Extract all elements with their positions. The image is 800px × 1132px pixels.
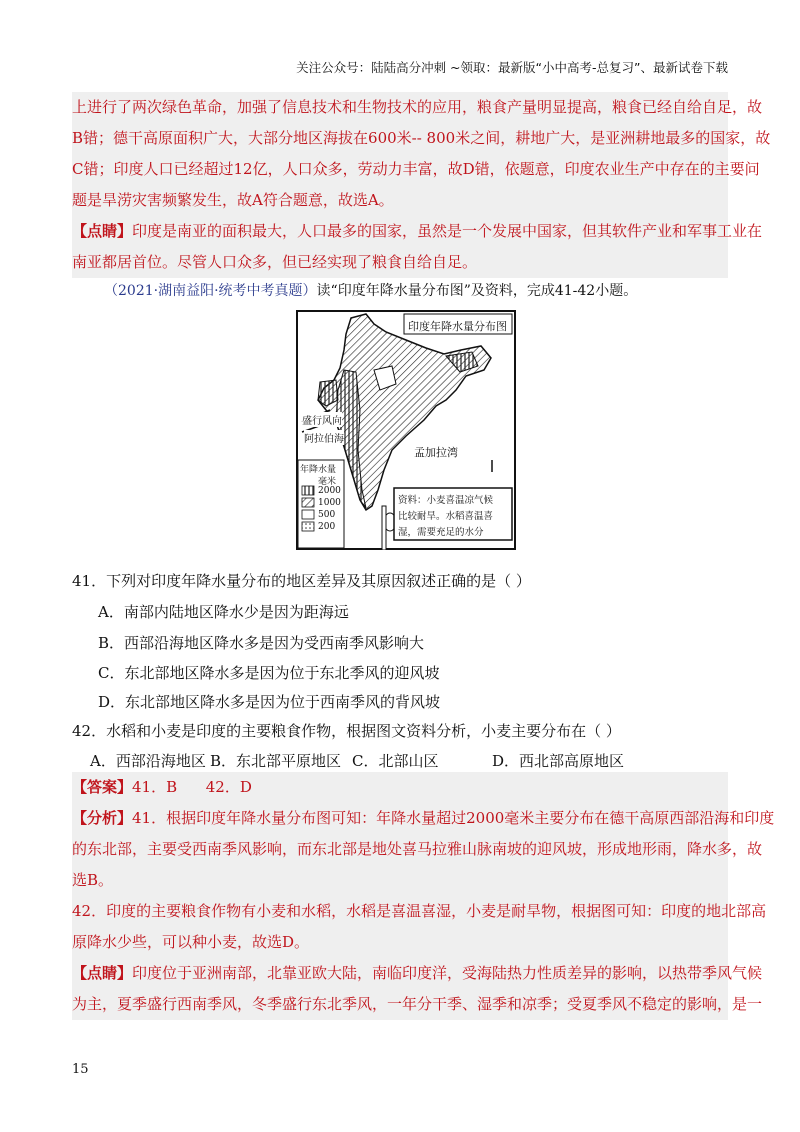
legend-value: 200 <box>318 522 336 532</box>
source-tag: （2021·湖南益阳·统考中考真题） <box>104 283 317 299</box>
text-line: 为主，夏季盛行西南季风，冬季盛行东北季风，一年分干季、湿季和凉季；受夏季风不稳定的影响，是一 <box>72 995 763 1013</box>
q42-option-c: C．北部山区 <box>352 752 439 770</box>
dianjing-text: 印度是南亚的面积最大，人口最多的国家，虽然是一个发展中国家，但其软件产业和军事工业在 <box>132 222 763 240</box>
dianjing-line <box>72 216 763 247</box>
answer-line <box>72 772 728 803</box>
dianjing-text: 印度位于亚洲南部，北靠亚欧大陆，南临印度洋，受海陆热力性质差异的影响，以热带季风气候 <box>132 964 763 982</box>
question-source <box>104 280 637 300</box>
q41-option-c: C．东北部地区降水多是因为位于东北季风的迎风坡 <box>98 664 440 682</box>
question-41-stem: 41．下列对印度年降水量分布的地区差异及其原因叙述正确的是（ ） <box>72 572 531 590</box>
note-line: 资料：小麦喜温凉气候 <box>398 495 494 506</box>
answer-text: 41．B 42．D <box>132 778 252 796</box>
text-line: 原降水少些，可以种小麦，故选D。 <box>72 933 310 951</box>
map-title: 印度年降水量分布图 <box>408 320 507 333</box>
note-line: 湿，需要充足的水分 <box>398 527 484 538</box>
page-header: 关注公众号：陆陆高分冲刺 ~领取：最新版“小中高考-总复习”、最新试卷下载 <box>296 60 728 75</box>
analysis-line <box>72 803 775 834</box>
source-text: 读“印度年降水量分布图”及资料，完成41-42小题。 <box>316 283 638 299</box>
q41-option-d: D．东北部地区降水多是因为位于西南季风的背风坡 <box>98 693 441 711</box>
q41-option-a: A．南部内陆地区降水少是因为距海远 <box>98 603 349 621</box>
dianjing-label: 【点睛】 <box>72 222 133 240</box>
question-42-stem: 42．水稻和小麦是印度的主要粮食作物，根据图文资料分析，小麦主要分布在（ ） <box>72 722 621 740</box>
bay-label: 孟加拉湾 <box>414 446 458 459</box>
answer-block <box>72 772 775 1020</box>
q42-option-d: D．西北部高原地区 <box>492 752 625 770</box>
page-number: 15 <box>72 1062 89 1077</box>
legend-title: 年降水量 <box>300 465 337 475</box>
analysis-label: 【分析】 <box>72 809 133 827</box>
text-line: 选B。 <box>72 871 114 889</box>
legend-unit: 毫米 <box>318 477 337 487</box>
wind-label: 盛行风向 <box>302 412 342 427</box>
text-line: 题是旱涝灾害频繁发生，故A符合题意，故选A。 <box>72 191 394 209</box>
text-line: B错；德干高原面积广大，大部分地区海拔在600米-- 800米之间，耕地广大，是亚洲耕地最多的国家，故 <box>72 129 771 147</box>
answer-label: 【答案】 <box>72 778 133 796</box>
q41-option-b: B．西部沿海地区降水多是因为受西南季风影响大 <box>98 634 425 652</box>
legend-value: 1000 <box>318 498 341 508</box>
dianjing-line <box>72 958 763 989</box>
dianjing-label: 【点睛】 <box>72 964 133 982</box>
text-line: C错；印度人口已经超过12亿，人口众多，劳动力丰富，故D错，依题意，印度农业生产中存在的主要问 <box>72 160 760 178</box>
sea-label: 阿拉伯海 <box>304 430 344 445</box>
q42-option-a: A．西部沿海地区 <box>90 752 206 770</box>
note-line: 比较耐旱。水稻喜温喜 <box>398 511 494 522</box>
text-line: 南亚都居首位。尽管人口众多，但已经实现了粮食自给自足。 <box>72 253 478 271</box>
explanation-block <box>72 92 771 278</box>
q42-option-b: B．东北部平原地区 <box>210 752 342 770</box>
text-line: 的东北部，主要受西南季风影响，而东北部是地处喜马拉雅山脉南坡的迎风坡，形成地形雨，降水多，故 <box>72 840 763 858</box>
legend-value: 500 <box>318 510 336 520</box>
analysis-text: 41．根据印度年降水量分布图可知：年降水量超过2000毫米主要分布在德干高原西部沿海和印度 <box>132 809 775 827</box>
text-line: 上进行了两次绿色革命，加强了信息技术和生物技术的应用，粮食产量明显提高，粮食已经自给自足，故 <box>72 98 763 116</box>
legend-value: 2000 <box>318 486 341 496</box>
india-rainfall-map <box>296 310 516 550</box>
text-line: 42．印度的主要粮食作物有小麦和水稻，水稻是喜温喜湿，小麦是耐旱物，根据图可知：印度的地北部高 <box>72 902 767 920</box>
